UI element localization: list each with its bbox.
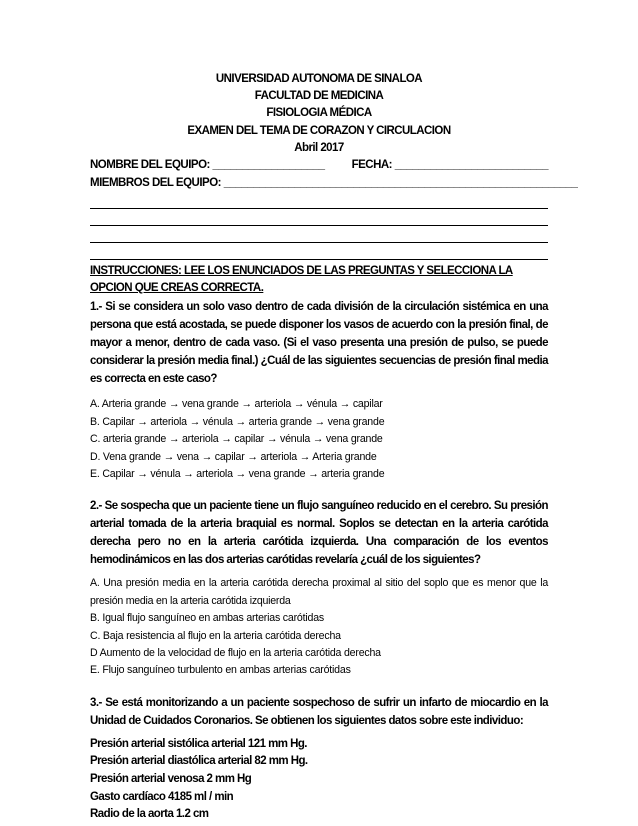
question-2-option-b[interactable]: B. Igual flujo sanguíneo en ambas arterias carótidas	[90, 612, 324, 625]
exam-date: Abril 2017	[294, 141, 344, 154]
venous-pressure: Presión arterial venosa 2 mm Hg	[90, 773, 252, 786]
question-3-data	[90, 736, 548, 824]
question-1-option-e[interactable]: E. Capilar → vénula → arteriola → vena grande → arteria grande	[90, 468, 385, 481]
question-1-options	[90, 396, 548, 483]
question-2-text: 2.- Se sospecha que un paciente tiene un flujo sanguíneo reducido en el cerebro. Su presión arterial tomada de la arteria braquial es normal. Soplos se detectan en la arteria carótida derecha pero no en la arteria carótida izquierda. Una comparación de los eventos hemodinámicos en las dos arterias carótidas revelaría ¿cuál de los siguientes?	[90, 500, 548, 567]
question-1-option-b[interactable]: B. Capilar → arteriola → vénula → arteria grande → vena grande	[90, 415, 385, 428]
question-1-option-c[interactable]: C. arteria grande → arteriola → capilar → vénula → vena grande	[90, 433, 383, 446]
question-1-option-d[interactable]: D. Vena grande → vena → capilar → arteriola → Arteria grande	[90, 450, 377, 463]
exam-title: EXAMEN DEL TEMA DE CORAZON Y CIRCULACION	[187, 124, 451, 137]
question-1-text: 1.- Si se considera un solo vaso dentro de cada división de la circulación sistémica en una persona que está acostada, se puede disponer los vasos de acuerdo con la presión final, de mayor a menor, dentro de cada vaso. (Si el vaso presenta una presión de pulso, se puede considerar la presión media final.) ¿Cuál de las siguientes secuencias de presión final media es correcta en este caso?	[90, 301, 548, 386]
diastolic-pressure: Presión arterial diastólica arterial 82 mm Hg.	[90, 755, 308, 768]
aorta-radius: Radio de la aorta 1.2 cm	[90, 808, 209, 821]
team-name-field[interactable]: NOMBRE DEL EQUIPO: ___________________	[90, 159, 325, 172]
question-3-text: 3.- Se está monitorizando a un paciente sospechoso de sufrir un infarto de miocardio en la Unidad de Cuidados Coronarios. Se obtienen los siguientes datos sobre este individuo:	[90, 696, 548, 727]
question-2-option-a[interactable]: A. Una presión media en la arteria carótida derecha proximal al sitio del soplo que es menor que la presión media en la arteria carótida izquierda	[90, 577, 548, 607]
blank-line-3[interactable]	[90, 226, 548, 243]
instructions: INSTRUCCIONES: LEE LOS ENUNCIADOS DE LAS PREGUNTAS Y SELECCIONA LA OPCION QUE CREAS CORRECTA.	[90, 265, 513, 294]
team-date-row	[90, 157, 548, 175]
question-2-option-d[interactable]: D Aumento de la velocidad de flujo en la arteria carótida derecha	[90, 647, 381, 660]
cardiac-output: Gasto cardíaco 4185 ml / min	[90, 790, 234, 803]
subject-title: FISIOLOGIA MÉDICA	[266, 107, 372, 120]
blank-line-2[interactable]	[90, 209, 548, 226]
university-title: UNIVERSIDAD AUTONOMA DE SINALOA	[215, 73, 423, 85]
blank-line-1[interactable]	[90, 192, 548, 209]
exam-page	[90, 71, 578, 824]
blank-line-4[interactable]	[90, 243, 548, 260]
question-2-option-c[interactable]: C. Baja resistencia al flujo en la arteria carótida derecha	[90, 629, 341, 642]
members-field[interactable]: MIEMBROS DEL EQUIPO: ____________________________________________________________	[90, 176, 578, 189]
question-1-option-a[interactable]: A. Arteria grande → vena grande → arteriola → vénula → capilar	[90, 398, 383, 411]
faculty-title: FACULTAD DE MEDICINA	[254, 90, 384, 103]
question-2-options	[90, 575, 548, 679]
question-2-option-e[interactable]: E. Flujo sanguíneo turbulento en ambas arterias carótidas	[90, 664, 351, 677]
exam-header	[90, 71, 548, 157]
members-row	[90, 175, 578, 193]
date-field[interactable]: FECHA: __________________________	[351, 159, 548, 172]
systolic-pressure: Presión arterial sistólica arterial 121 mm Hg.	[90, 737, 307, 750]
